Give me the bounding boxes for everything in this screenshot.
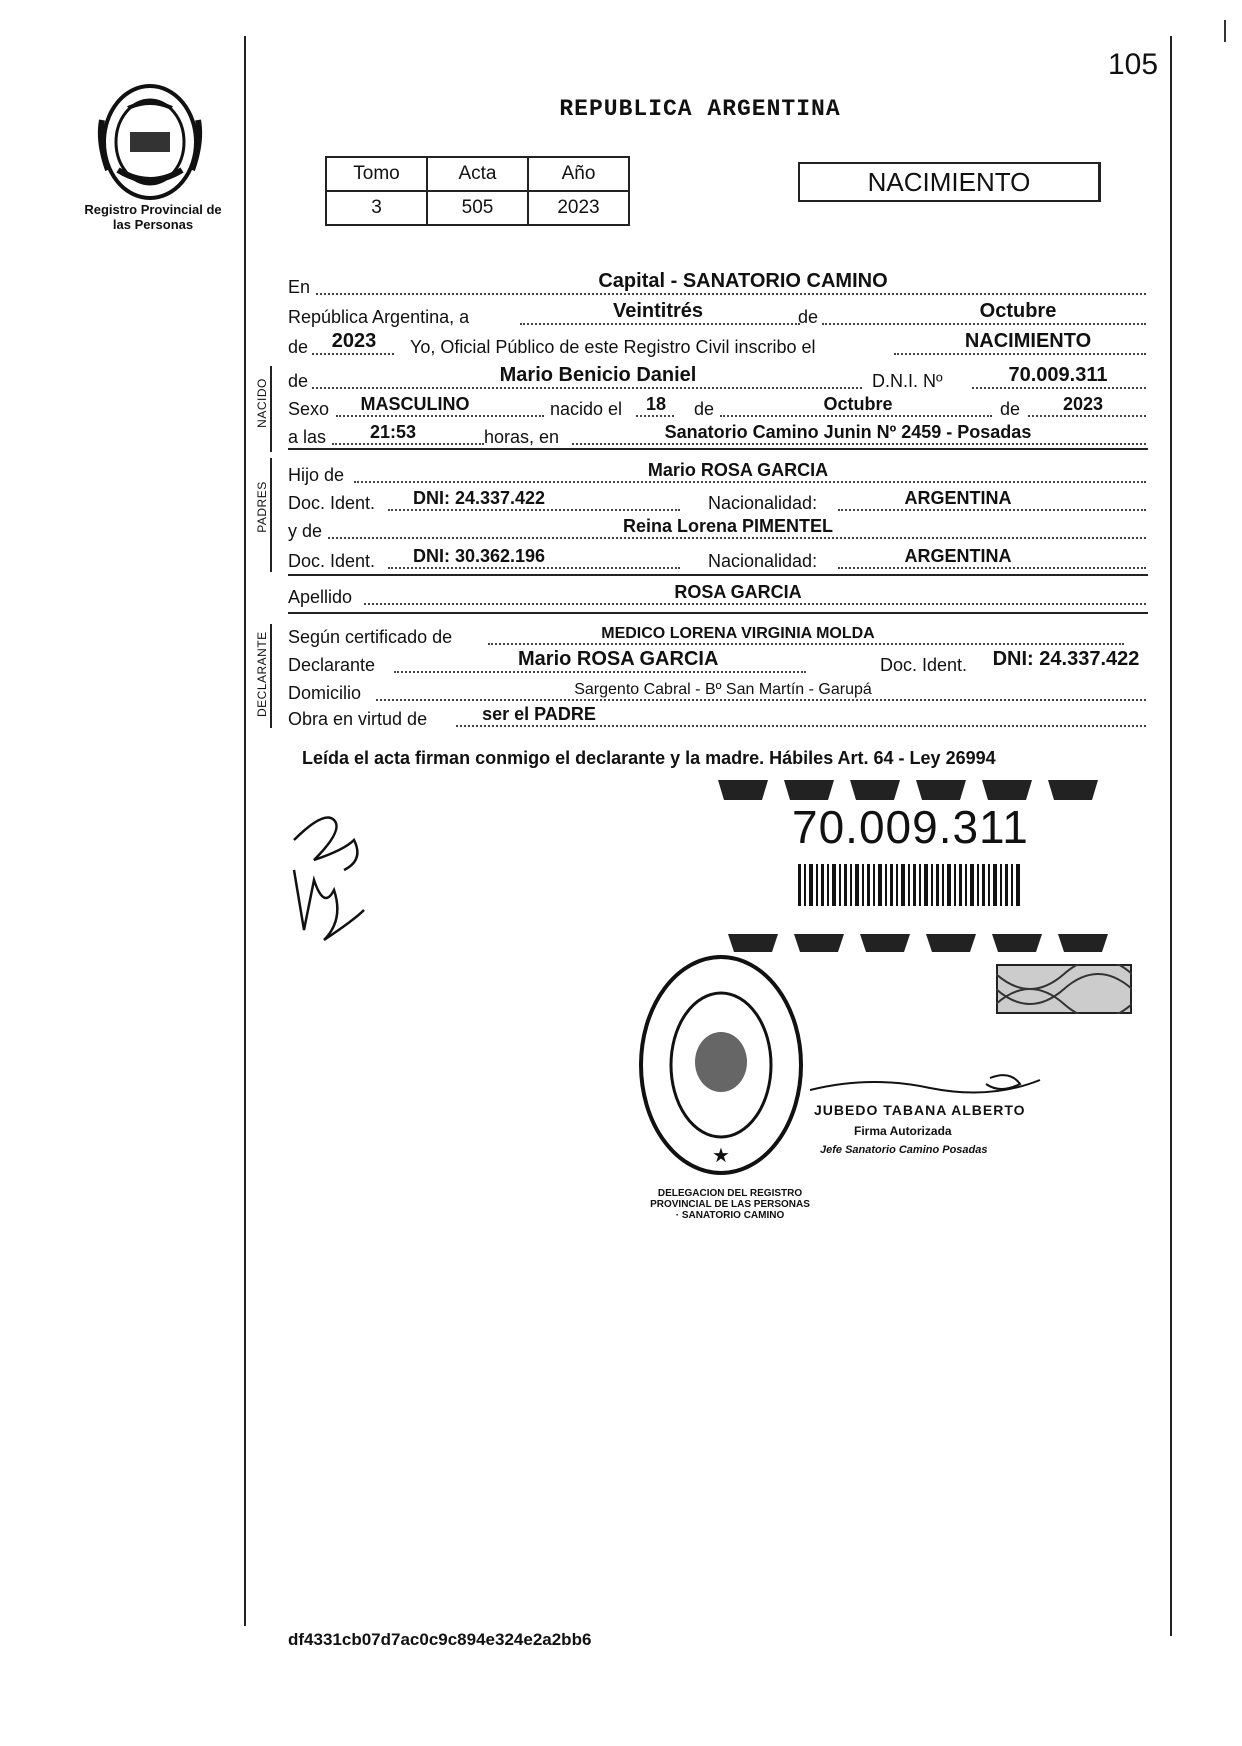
seal-text: DELEGACION DEL REGISTRO PROVINCIAL DE LAS PERSONAS · SANATORIO CAMINO [650,1188,810,1221]
declarante-doc: DNI: 24.337.422 [992,648,1140,670]
hologram-stamp-icon [996,964,1132,1014]
section-padres: PADRES [255,481,269,533]
mother-doc: DNI: 30.362.196 [412,546,546,566]
padres-row-3 [288,514,1148,542]
padres-bar [270,458,272,572]
padres-row-1 [288,458,1148,486]
label-nacido-el: nacido el [550,399,623,419]
declarante-name: Mario ROSA GARCIA [518,648,719,670]
label-doc-declarante: Doc. Ident. [880,655,968,675]
mother-nationality: ARGENTINA [904,546,1012,566]
declarante-bar [270,624,272,728]
official-seal [636,950,806,1180]
section-nacido: NACIDO [255,378,269,428]
label-nacionalidad-mother: Nacionalidad: [708,551,818,571]
padres-row-4 [288,544,1148,572]
record-value-ano: 2023 [528,191,629,225]
organization-name: Registro Provincial de las Personas [84,202,222,232]
label-de: de [798,307,819,327]
document-hash: df4331cb07d7ac0c9c894e324e2a2bb6 [288,1630,592,1649]
label-republica: República Argentina, a [288,307,470,327]
record-value-acta: 505 [427,191,528,225]
label-horas: horas, en [484,427,560,447]
document-title: REPUBLICA ARGENTINA [559,96,841,122]
obra-value: ser el PADRE [482,704,596,724]
label-a-las: a las [288,427,327,447]
label-dni: D.N.I. Nº [872,371,943,391]
mother-name: Reina Lorena PIMENTEL [622,516,834,536]
record-type-box: NACIMIENTO [798,162,1101,202]
label-de-year2: de [1000,399,1021,419]
barcode-icon [798,864,1022,906]
record-header-ano: Año [528,157,629,191]
father-nationality: ARGENTINA [904,488,1012,508]
place-value: Capital - SANATORIO CAMINO [598,270,888,292]
label-y-de: y de [288,521,323,541]
label-declarante: Declarante [288,655,376,675]
signature-left [284,800,394,950]
intro-row-2 [288,300,1148,328]
certificado-value: MEDICO LORENA VIRGINIA MOLDA [601,625,875,642]
month-value: Octubre [979,300,1057,322]
stamp-name: JUBEDO TABANA ALBERTO [814,1102,1026,1118]
year-value: 2023 [331,330,377,352]
padres-row-2 [288,486,1148,514]
province-seal-logo [88,80,212,204]
label-sexo: Sexo [288,399,330,419]
label-certificado: Según certificado de [288,627,453,647]
record-header-tomo: Tomo [326,157,427,191]
record-table [325,156,630,226]
apellido-row [288,580,1148,608]
birth-time: 21:53 [369,422,417,442]
nacido-row-3 [288,420,1148,448]
stamp-line-1: Firma Autorizada [854,1124,952,1138]
rule-nacido [288,448,1148,450]
declarante-row-4 [288,702,1148,730]
label-en: En [288,277,311,297]
left-margin-line [244,36,246,1626]
label-apellido: Apellido [288,587,353,607]
record-header-acta: Acta [427,157,528,191]
closing-note: Leída el acta firman conmigo el declarante y la madre. Hábiles Art. 64 - Ley 26994 [302,748,996,768]
rule-apellido [288,612,1148,614]
nacido-bar [270,366,272,452]
label-nacionalidad-father: Nacionalidad: [708,493,818,513]
sexo-value: MASCULINO [360,394,470,414]
record-value-tomo: 3 [326,191,427,225]
label-domicilio: Domicilio [288,683,362,703]
label-doc-mother: Doc. Ident. [288,551,376,571]
birth-year: 2023 [1062,394,1104,414]
father-name: Mario ROSA GARCIA [647,460,829,480]
label-hijo-de: Hijo de [288,465,345,485]
label-doc-father: Doc. Ident. [288,493,376,513]
nacido-row-2 [288,392,1148,420]
stamp-line-2: Jefe Sanatorio Camino Posadas [820,1144,988,1156]
child-dni-large: 70.009.311 [792,801,1029,853]
rule-padres [288,574,1148,576]
domicilio-value: Sargento Cabral - Bº San Martín - Garupá [574,681,872,698]
child-name: Mario Benicio Daniel [499,364,697,386]
father-doc: DNI: 24.337.422 [412,488,546,508]
nacido-row-1 [288,364,1148,392]
right-margin-line [1170,36,1172,1636]
declarante-row-1 [288,620,1148,648]
day-value: Veintitrés [612,300,704,322]
birth-day: 18 [645,394,667,414]
edge-mark [1224,20,1226,42]
intro-row-3 [288,330,1148,358]
child-dni: 70.009.311 [1008,364,1108,386]
label-obra: Obra en virtud de [288,709,428,729]
declarante-row-2 [288,648,1148,676]
label-de-month: de [694,399,715,419]
label-de-year: de [288,337,309,357]
birth-place: Sanatorio Camino Junin Nº 2459 - Posadas [664,422,1032,442]
intro-row-1 [288,270,1148,298]
birth-month: Octubre [823,394,893,414]
label-de-name: de [288,371,309,391]
label-oficial: Yo, Oficial Público de este Registro Civil inscribo el [410,337,816,357]
apellido-value: ROSA GARCIA [674,582,802,602]
section-declarante: DECLARANTE [255,631,269,717]
signature-right [810,1070,1050,1130]
page-number: 105 [1108,48,1159,81]
declarante-row-3 [288,676,1148,704]
event-value: NACIMIENTO [964,330,1092,352]
svg-text:★: ★ [712,1145,730,1167]
